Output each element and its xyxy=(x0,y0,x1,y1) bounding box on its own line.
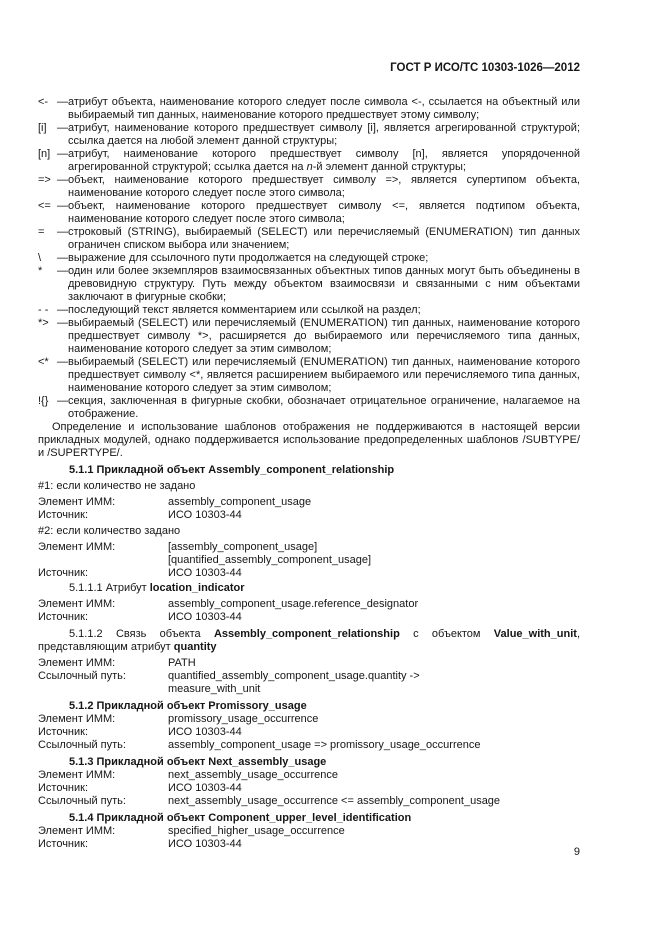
section-heading-5-1-1-2: 5.1.1.2 Связь объекта Assembly_component_relationship с объектом Value_with_unit, представляющим атрибут quantity xyxy=(38,628,580,653)
field-label: Ссылочный путь: xyxy=(38,739,126,751)
symbol-definition-row xyxy=(38,317,580,356)
field-value: assembly_component_usage => promissory_usage_occurrence xyxy=(168,739,481,751)
symbol: <- xyxy=(38,96,49,108)
table-row xyxy=(38,541,580,567)
symbol-definition-row xyxy=(38,122,580,148)
field-label: Источник: xyxy=(38,726,89,738)
field-label: Элемент ИММ: xyxy=(38,825,116,837)
dash: — xyxy=(57,174,68,186)
symbol-description: атрибут объекта, наименование которого следует после символа <-, ссылается на объектный или выбираемый тип данных, наименование которого предшествует этому символу; xyxy=(68,96,580,121)
symbol: - - xyxy=(38,304,49,316)
section-heading-5-1-2: 5.1.2 Прикладной объект Promissory_usage xyxy=(69,700,307,712)
symbol: <= xyxy=(38,200,51,212)
field-value: ИСО 10303-44 xyxy=(168,567,242,579)
field-value: next_assembly_usage_occurrence xyxy=(168,769,338,781)
symbol-description: выбираемый (SELECT) или перечисляемый (ENUMERATION) тип данных, наименование которого предшествует символу *>, расширяется до выбираемого или перечисляемого типа данных, наименование которого следует за этим символом; xyxy=(68,317,580,355)
table-row xyxy=(38,713,580,726)
symbol: [i] xyxy=(38,122,47,134)
document-body xyxy=(38,96,580,851)
field-value: assembly_component_usage xyxy=(168,496,312,508)
case-1-label: #1: если количество не задано xyxy=(38,480,196,492)
field-value: [assembly_component_usage] [quantified_assembly_component_usage] xyxy=(168,541,372,566)
symbol-definition-row xyxy=(38,174,580,200)
field-label: Источник: xyxy=(38,838,89,850)
symbol-definition-row xyxy=(38,200,580,226)
dash: — xyxy=(57,265,68,277)
dash: — xyxy=(57,356,68,368)
section-heading-5-1-3: 5.1.3 Прикладной объект Next_assembly_usage xyxy=(69,756,327,768)
imm-mapping-table xyxy=(38,713,580,752)
table-row xyxy=(38,670,580,696)
field-label: Ссылочный путь: xyxy=(38,795,126,807)
field-value: promissory_usage_occurrence xyxy=(168,713,319,725)
symbol: [n] xyxy=(38,148,51,160)
symbol-definition-row xyxy=(38,304,580,317)
field-label: Элемент ИММ: xyxy=(38,713,116,725)
symbol: * xyxy=(38,265,43,277)
symbol-description: один или более экземпляров взаимосвязанных объектных типов данных могут быть объединены в древовидную структуру. Путь между объектом взаимосвязи и связанными с ним объектами заключают в фигурные скобки; xyxy=(68,265,580,303)
symbol-definition-row xyxy=(38,148,580,174)
table-row xyxy=(38,782,580,795)
dash: — xyxy=(57,395,68,407)
dash: — xyxy=(57,148,68,160)
table-row xyxy=(38,657,580,670)
section-heading-5-1-1-1: 5.1.1.1 Атрибут location_indicator xyxy=(69,582,245,594)
table-row xyxy=(38,567,580,580)
field-value: assembly_component_usage.reference_designator xyxy=(168,598,419,610)
field-value: ИСО 10303-44 xyxy=(168,726,242,738)
table-row xyxy=(38,825,580,838)
field-label: Элемент ИММ: xyxy=(38,598,116,610)
symbol-definition-row xyxy=(38,226,580,252)
field-value: quantified_assembly_component_usage.quantity -> measure_with_unit xyxy=(168,670,420,695)
dash: — xyxy=(57,226,68,238)
running-header-standard-ref: ГОСТ Р ИСО/ТС 10303-1026—2012 xyxy=(390,62,580,74)
field-label: Источник: xyxy=(38,611,89,623)
symbol-definition-row xyxy=(38,252,580,265)
field-label: Элемент ИММ: xyxy=(38,541,116,553)
symbol-description: атрибут, наименование которого предшествует символу [n], является упорядоченной агрегированной структурой; ссылка дается на n-й элемент данной структуры; xyxy=(68,148,580,173)
symbol: \ xyxy=(38,252,42,264)
imm-mapping-table xyxy=(38,541,580,580)
field-label: Элемент ИММ: xyxy=(38,769,116,781)
object-name: Assembly_component_relationship xyxy=(213,628,400,640)
symbol: => xyxy=(38,174,51,186)
field-label: Источник: xyxy=(38,782,89,794)
symbol-definition-row xyxy=(38,265,580,304)
case-2-label: #2: если количество задано xyxy=(38,525,181,537)
page-number: 9 xyxy=(573,846,580,858)
italic-n: n xyxy=(306,161,313,173)
symbol-description: выбираемый (SELECT) или перечисляемый (ENUMERATION) тип данных, наименование которого предшествует символу <*, является расширением выбираемого или перечисляемого типа данных, наименование которого следует за этим символом; xyxy=(68,356,580,394)
field-value: ИСО 10303-44 xyxy=(168,782,242,794)
symbol-definition-row xyxy=(38,395,580,421)
dash: — xyxy=(57,122,68,134)
field-label: Элемент ИММ: xyxy=(38,657,116,669)
table-row xyxy=(38,496,580,509)
field-value: ИСО 10303-44 xyxy=(168,509,242,521)
dash: — xyxy=(57,200,68,212)
field-label: Элемент ИММ: xyxy=(38,496,116,508)
field-value: ИСО 10303-44 xyxy=(168,611,242,623)
symbol-description: объект, наименование которого предшествует символу =>, является супертипом объекта, наименование которого следует после этого символа; xyxy=(68,174,580,199)
dash: — xyxy=(57,96,68,108)
symbol: = xyxy=(38,226,45,238)
section-heading-5-1-1: 5.1.1 Прикладной объект Assembly_component_relationship xyxy=(69,464,395,476)
field-value: PATH xyxy=(168,657,196,669)
table-row xyxy=(38,769,580,782)
imm-mapping-table xyxy=(38,769,580,808)
field-label: Источник: xyxy=(38,567,89,579)
symbol: !{} xyxy=(38,395,49,407)
imm-mapping-table xyxy=(38,598,580,624)
table-row xyxy=(38,739,580,752)
symbol-description: секция, заключенная в фигурные скобки, обозначает отрицательное ограничение, налагаемое на отображение. xyxy=(68,395,580,420)
symbol-description: выражение для ссылочного пути продолжается на следующей строке; xyxy=(68,252,429,264)
symbol-description: строковый (STRING), выбираемый (SELECT) или перечисляемый (ENUMERATION) тип данных ограничен списком выбора или значением; xyxy=(68,226,580,251)
field-value: ИСО 10303-44 xyxy=(168,838,242,850)
dash: — xyxy=(57,304,68,316)
field-value: specified_higher_usage_occurrence xyxy=(168,825,345,837)
section-heading-5-1-4: 5.1.4 Прикладной объект Component_upper_level_identification xyxy=(69,812,412,824)
object-name: Value_with_unit xyxy=(493,628,577,640)
field-value: next_assembly_usage_occurrence <= assembly_component_usage xyxy=(168,795,501,807)
symbol-definition-row xyxy=(38,96,580,122)
field-label: Ссылочный путь: xyxy=(38,670,126,682)
symbol: <* xyxy=(38,356,49,368)
attribute-name: quantity xyxy=(173,641,217,653)
symbol-definition-row xyxy=(38,356,580,395)
table-row xyxy=(38,726,580,739)
field-label: Источник: xyxy=(38,509,89,521)
attribute-name: location_indicator xyxy=(149,582,245,594)
templates-note-paragraph: Определение и использование шаблонов отображения не поддерживаются в настоящей версии прикладных модулей, однако поддерживается использование предопределенных шаблонов /SUBTYPE/ и /SUPERTYPE/. xyxy=(38,421,580,459)
symbol-description: объект, наименование которого предшествует символу <=, является подтипом объекта, наименование которого следует после этого символа; xyxy=(68,200,580,225)
dash: — xyxy=(57,317,68,329)
table-row xyxy=(38,795,580,808)
symbol-description: последующий текст является комментарием или ссылкой на раздел; xyxy=(68,304,421,316)
imm-mapping-table xyxy=(38,657,580,696)
symbol: *> xyxy=(38,317,49,329)
dash: — xyxy=(57,252,68,264)
table-row xyxy=(38,611,580,624)
table-row xyxy=(38,598,580,611)
symbol-description: атрибут, наименование которого предшествует символу [i], является агрегированной структурой; ссылка дается на любой элемент данной структуры; xyxy=(68,122,580,147)
imm-mapping-table xyxy=(38,496,580,522)
table-row xyxy=(38,509,580,522)
